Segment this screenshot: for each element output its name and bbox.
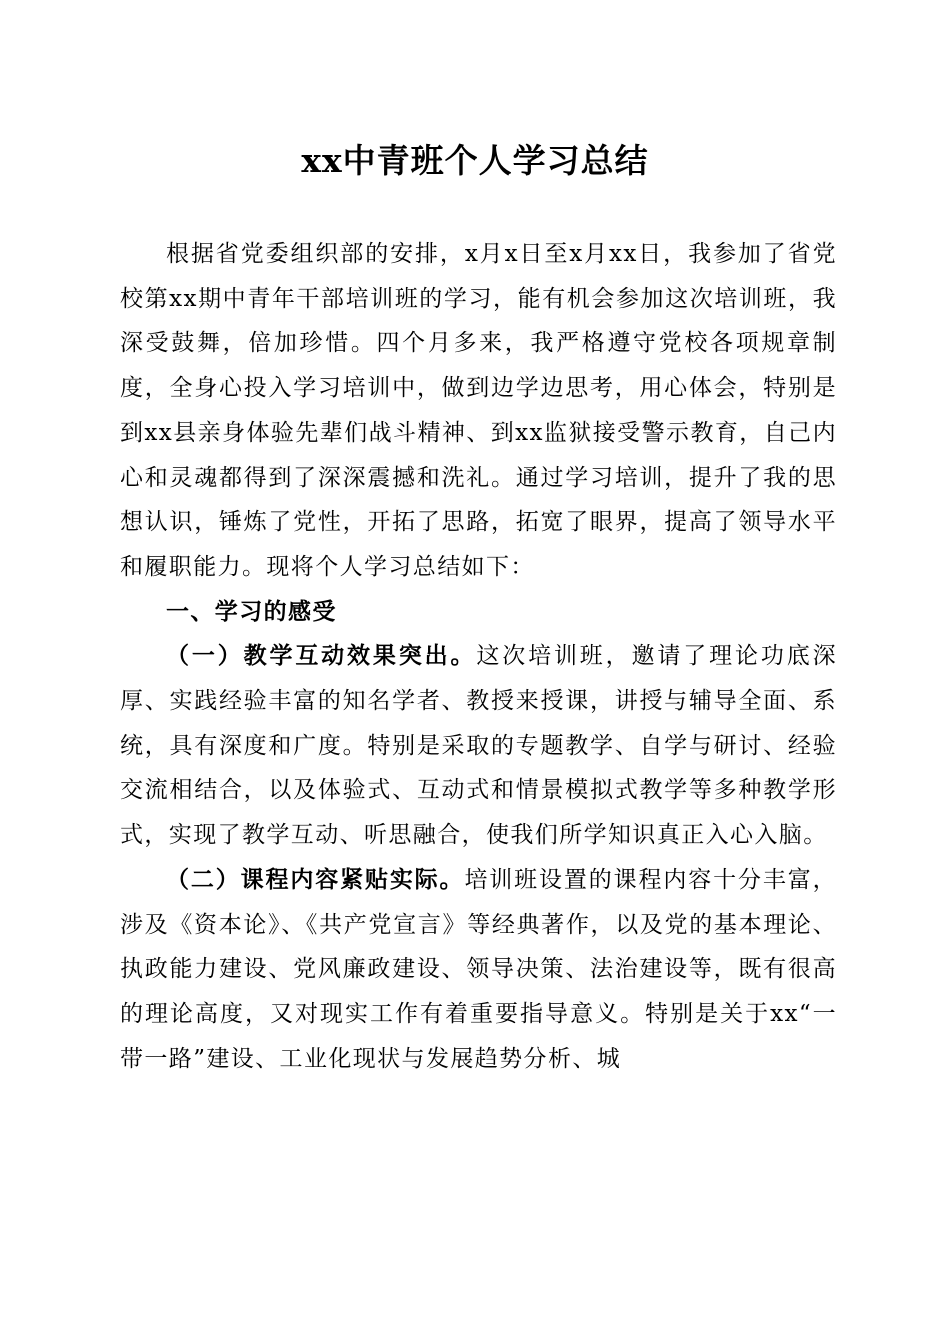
point-2-lead: （二）课程内容紧贴实际。 bbox=[166, 865, 465, 893]
point-1-text: 这次培训班，邀请了理论功底深厚、实践经验丰富的知名学者、教授来授课，讲授与辅导全面、系统，具有深度和广度。特别是采取的专题教学、自学与研讨、经验交流相结合，以及体验式、互动式和情景模拟式教学等多种教学形式，实现了教学互动、听思融合，使我们所学知识真正入心入脑。 bbox=[120, 643, 837, 849]
document-body bbox=[120, 232, 837, 1081]
document-title: xx中青班个人学习总结 bbox=[301, 141, 649, 180]
section-heading: 一、学习的感受 bbox=[166, 598, 337, 625]
point-2-text: 培训班设置的课程内容十分丰富，涉及《资本论》、《共产党宣言》等经典著作，以及党的基本理论、执政能力建设、党风廉政建设、领导决策、法治建设等，既有很高的理论高度，又对现实工作有着重要指导意义。特别是关于xx“一带一路”建设、工业化现状与发展趋势分析、城 bbox=[120, 866, 837, 1072]
point-1-paragraph bbox=[120, 634, 837, 858]
point-2-paragraph bbox=[120, 858, 837, 1082]
intro-paragraph: 根据省党委组织部的安排，x月x日至x月xx日，我参加了省党校第xx期中青年干部培训班的学习，能有机会参加这次培训班，我深受鼓舞，倍加珍惜。四个月多来，我严格遵守党校各项规章制度，全身心投入学习培训中，做到边学边思考，用心体会，特别是到xx县亲身体验先辈们战斗精神、到xx监狱接受警示教育，自己内心和灵魂都得到了深深震撼和洗礼。通过学习培训，提升了我的思想认识，锤炼了党性，开拓了思路，拓宽了眼界，提高了领导水平和履职能力。现将个人学习总结如下： bbox=[120, 241, 837, 580]
point-1-lead: （一）教学互动效果突出。 bbox=[166, 642, 477, 670]
